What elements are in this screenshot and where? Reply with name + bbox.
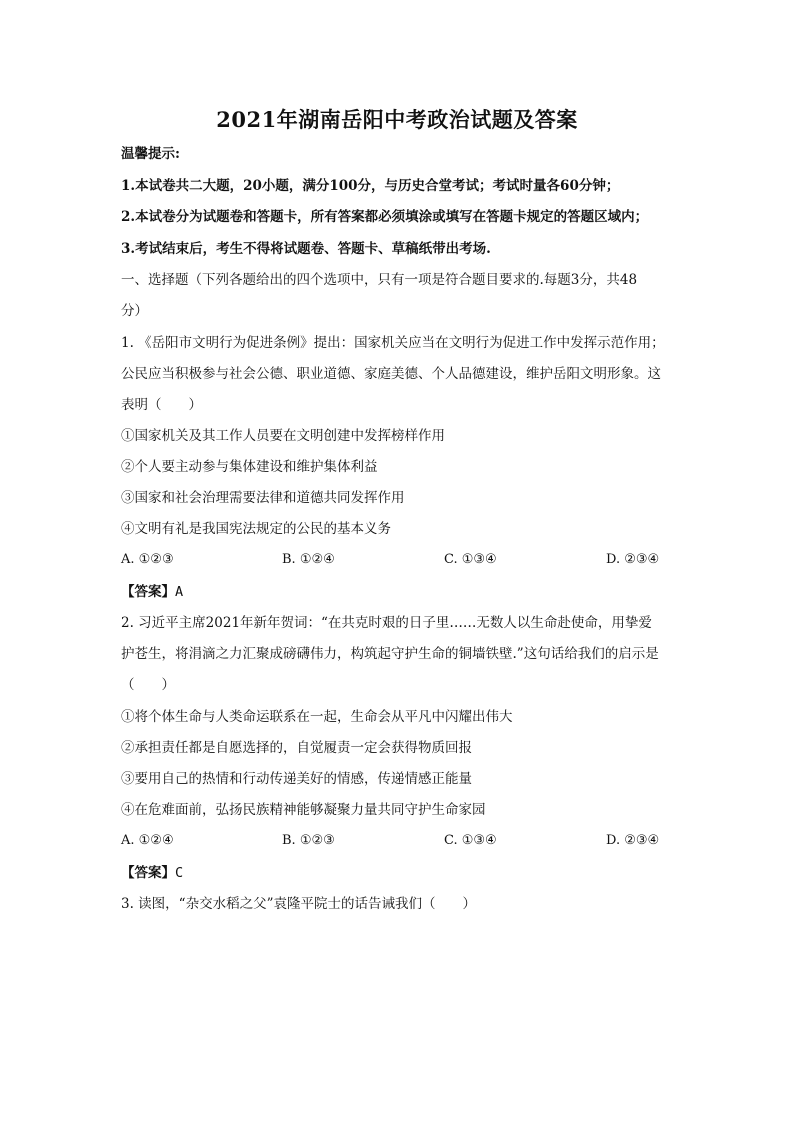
- q3-stem-line-1: 3. 读图，“杂交水稻之父”袁隆平院士的话告诫我们（ ）: [121, 896, 476, 912]
- q1-answer: [121, 583, 183, 601]
- q1-item-4: ④文明有礼是我国宪法规定的公民的基本义务: [121, 521, 391, 537]
- q1-answer-value: A: [175, 584, 184, 600]
- tip-line-2: 2.本试卷分为试题卷和答题卡，所有答案都必须填涂或填写在答题卡规定的答题区域内；: [121, 209, 649, 225]
- q2-option-a: A. ①②④: [121, 833, 174, 848]
- q2-option-c: C. ①③④: [444, 833, 497, 848]
- tips-heading: 温馨提示:: [121, 146, 180, 162]
- q1-option-b: B. ①②④: [282, 552, 335, 567]
- tip-line-3: 3.考试结束后，考生不得将试题卷、答题卡、草稿纸带出考场.: [121, 241, 491, 257]
- q2-answer-value: C: [175, 865, 184, 881]
- tip-line-1: 1.本试卷共二大题，20小题，满分100分，与历史合堂考试；考试时量各60分钟；: [121, 178, 620, 194]
- q1-stem-line-3: 表明（ ）: [121, 397, 202, 413]
- q1-item-1: ①国家机关及其工作人员要在文明创建中发挥榜样作用: [121, 428, 445, 444]
- q2-item-1: ①将个体生命与人类命运联系在一起，生命会从平凡中闪耀出伟大: [121, 709, 513, 725]
- q1-item-2: ②个人要主动参与集体建设和维护集体利益: [121, 459, 378, 475]
- q1-option-c: C. ①③④: [444, 552, 497, 567]
- q1-item-3: ③国家和社会治理需要法律和道德共同发挥作用: [121, 490, 405, 506]
- q2-item-4: ④在危难面前，弘扬民族精神能够凝聚力量共同守护生命家园: [121, 802, 486, 818]
- q2-stem-line-1: 2. 习近平主席2021年新年贺词：“在共克时艰的日子里……无数人以生命赴使命，用挚爱: [121, 615, 652, 631]
- q1-stem-line-2: 公民应当积极参与社会公德、职业道德、家庭美德、个人品德建设，维护岳阳文明形象。这: [121, 366, 661, 382]
- section-heading-cont: 分）: [121, 303, 148, 319]
- q2-option-d: D. ②③④: [606, 833, 660, 848]
- q2-item-2: ②承担责任都是自愿选择的，自觉履责一定会获得物质回报: [121, 740, 472, 756]
- q1-option-d: D. ②③④: [606, 552, 660, 567]
- q1-stem-line-1: 1. 《岳阳市文明行为促进条例》提出：国家机关应当在文明行为促进工作中发挥示范作用；: [121, 335, 665, 351]
- q2-option-b: B. ①②③: [282, 833, 335, 848]
- q2-item-3: ③要用自己的热情和行动传递美好的情感，传递情感正能量: [121, 771, 472, 787]
- page-title: 2021年湖南岳阳中考政治试题及答案: [216, 107, 578, 132]
- q2-stem-line-2: 护苍生，将涓滴之力汇聚成磅礴伟力，构筑起守护生命的铜墙铁壁.”这句话给我们的启示是: [121, 646, 659, 662]
- section-heading: 一、选择题（下列各题给出的四个选项中，只有一项是符合题目要求的.每题3分，共48: [121, 272, 638, 288]
- q2-answer: [121, 864, 183, 882]
- q2-stem-line-3: （ ）: [121, 677, 175, 693]
- q1-option-a: A. ①②③: [121, 552, 174, 567]
- q2-answer-label: 【答案】: [121, 865, 175, 881]
- q1-answer-label: 【答案】: [121, 584, 175, 600]
